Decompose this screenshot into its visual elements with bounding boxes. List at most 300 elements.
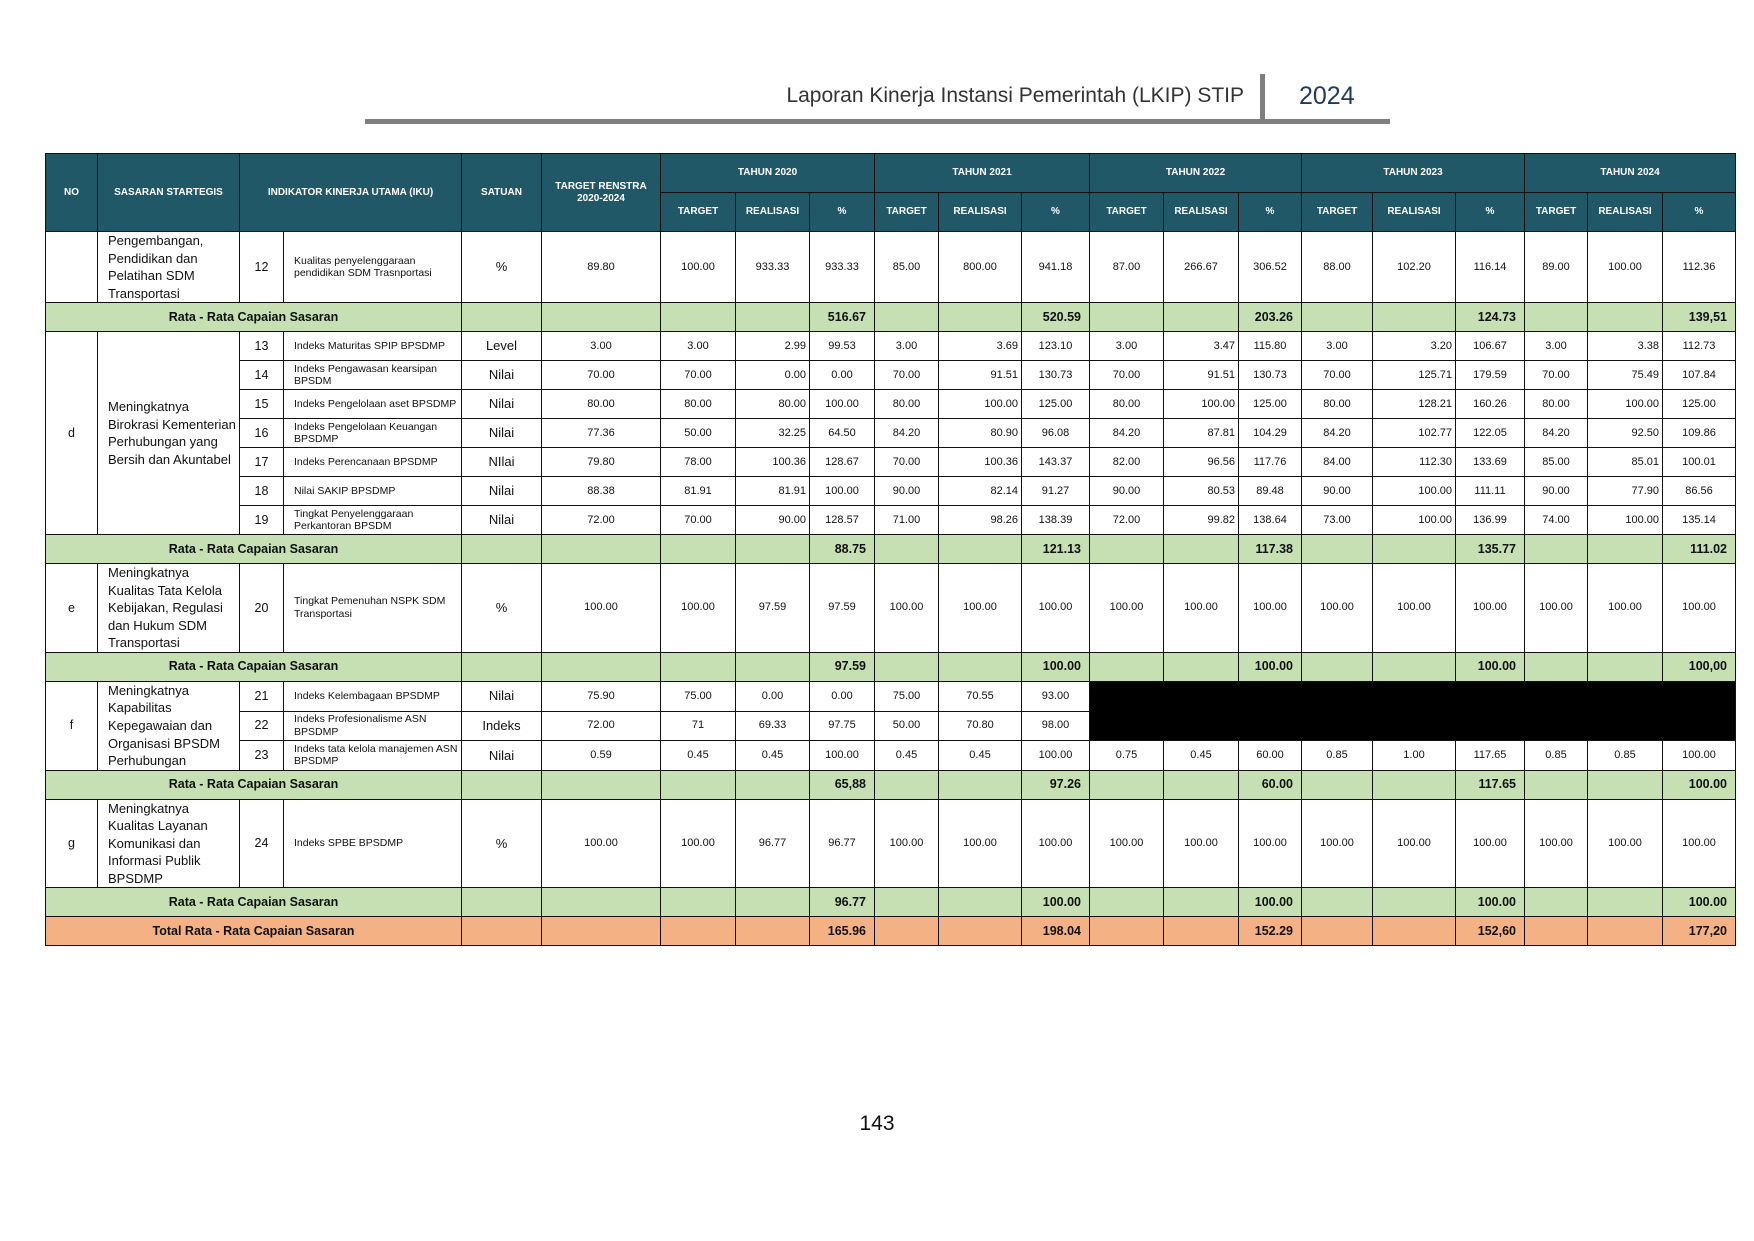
average-renstra — [542, 888, 661, 917]
iku-number: 12 — [240, 232, 284, 303]
average-target — [661, 535, 736, 564]
col-target: TARGET — [661, 193, 736, 232]
average-label: Rata - Rata Capaian Sasaran — [46, 652, 462, 681]
satuan: % — [462, 564, 542, 653]
year-target: 85.00 — [1525, 448, 1588, 477]
total-target — [1090, 917, 1164, 946]
report-year: 2024 — [1299, 82, 1355, 110]
year-realisasi: 97.59 — [736, 564, 810, 653]
table-body — [46, 232, 1736, 946]
year-target: 74.00 — [1525, 506, 1588, 535]
year-pct: 100.00 — [810, 741, 875, 771]
average-realisasi — [1373, 652, 1456, 681]
year-pct: 0.00 — [810, 681, 875, 711]
year-realisasi: 70.80 — [939, 711, 1022, 741]
year-realisasi: 100.00 — [939, 390, 1022, 419]
year-pct: 104.29 — [1239, 419, 1302, 448]
year-realisasi: 266.67 — [1164, 232, 1239, 303]
average-row — [46, 770, 1736, 799]
year-realisasi: 933.33 — [736, 232, 810, 303]
year-target: 78.00 — [661, 448, 736, 477]
iku-number: 22 — [240, 711, 284, 741]
target-renstra: 80.00 — [542, 390, 661, 419]
average-target — [1090, 303, 1164, 332]
year-pct: 98.00 — [1022, 711, 1090, 741]
target-renstra: 72.00 — [542, 506, 661, 535]
table-row — [46, 332, 1736, 361]
average-target — [1302, 888, 1373, 917]
average-pct: 121.13 — [1022, 535, 1090, 564]
average-realisasi — [939, 770, 1022, 799]
col-satuan: SATUAN — [462, 154, 542, 232]
year-realisasi: 100.00 — [1588, 390, 1663, 419]
year-target: 80.00 — [875, 390, 939, 419]
year-realisasi: 0.45 — [736, 741, 810, 771]
year-target: 71 — [661, 711, 736, 741]
average-realisasi — [1373, 303, 1456, 332]
year-realisasi: 70.55 — [939, 681, 1022, 711]
col-realisasi: REALISASI — [1373, 193, 1456, 232]
year-realisasi: 100.00 — [1373, 799, 1456, 888]
year-target: 3.00 — [1090, 332, 1164, 361]
year-target: 89.00 — [1525, 232, 1588, 303]
year-target: 70.00 — [661, 361, 736, 390]
year-realisasi: 96.77 — [736, 799, 810, 888]
group-no: f — [46, 681, 98, 770]
average-satuan — [462, 888, 542, 917]
average-target — [1090, 652, 1164, 681]
year-pct: 125.00 — [1663, 390, 1736, 419]
target-renstra: 79.80 — [542, 448, 661, 477]
total-realisasi — [1588, 917, 1663, 946]
average-target — [875, 652, 939, 681]
year-target: 82.00 — [1090, 448, 1164, 477]
total-pct: 198.04 — [1022, 917, 1090, 946]
table-row — [46, 506, 1736, 535]
iku-name: Tingkat Penyelenggaraan Perkantoran BPSDM — [284, 506, 462, 535]
year-pct: 100.00 — [810, 390, 875, 419]
year-target: 100.00 — [1525, 564, 1588, 653]
target-renstra: 88.38 — [542, 477, 661, 506]
year-pct: 306.52 — [1239, 232, 1302, 303]
iku-number: 14 — [240, 361, 284, 390]
year-pct: 138.64 — [1239, 506, 1302, 535]
iku-name: Indeks SPBE BPSDMP — [284, 799, 462, 888]
year-pct: 125.00 — [1022, 390, 1090, 419]
iku-name: Tingkat Pemenuhan NSPK SDM Transportasi — [284, 564, 462, 653]
average-target — [1525, 652, 1588, 681]
year-target: 50.00 — [661, 419, 736, 448]
year-target: 90.00 — [1302, 477, 1373, 506]
total-label: Total Rata - Rata Capaian Sasaran — [46, 917, 462, 946]
year-pct: 96.77 — [810, 799, 875, 888]
year-target: 88.00 — [1302, 232, 1373, 303]
year-pct: 941.18 — [1022, 232, 1090, 303]
average-pct: 203.26 — [1239, 303, 1302, 332]
group-no: e — [46, 564, 98, 653]
col-pct: % — [1239, 193, 1302, 232]
satuan: Nilai — [462, 361, 542, 390]
average-pct: 100.00 — [1239, 652, 1302, 681]
average-target — [1090, 888, 1164, 917]
average-pct: 135.77 — [1456, 535, 1525, 564]
average-pct: 520.59 — [1022, 303, 1090, 332]
year-realisasi: 100.00 — [1588, 799, 1663, 888]
performance-table — [45, 153, 1736, 946]
year-target: 84.20 — [875, 419, 939, 448]
year-realisasi: 0.85 — [1588, 741, 1663, 771]
average-target — [1525, 303, 1588, 332]
table-row — [46, 448, 1736, 477]
average-realisasi — [1373, 535, 1456, 564]
satuan: % — [462, 232, 542, 303]
col-realisasi: REALISASI — [1588, 193, 1663, 232]
year-pct: 143.37 — [1022, 448, 1090, 477]
year-target: 0.85 — [1302, 741, 1373, 771]
year-realisasi: 0.45 — [1164, 741, 1239, 771]
year-target: 84.00 — [1302, 448, 1373, 477]
average-target — [875, 303, 939, 332]
average-realisasi — [736, 652, 810, 681]
year-pct: 0.00 — [810, 361, 875, 390]
year-target: 81.91 — [661, 477, 736, 506]
year-realisasi: 100.00 — [1588, 232, 1663, 303]
satuan: Nilai — [462, 419, 542, 448]
year-pct: 100.00 — [1663, 564, 1736, 653]
col-year-2024: TAHUN 2024 — [1525, 154, 1736, 193]
average-pct: 139,51 — [1663, 303, 1736, 332]
average-target — [1302, 303, 1373, 332]
average-pct: 96.77 — [810, 888, 875, 917]
average-pct: 124.73 — [1456, 303, 1525, 332]
year-pct: 107.84 — [1663, 361, 1736, 390]
col-target: TARGET — [1090, 193, 1164, 232]
average-pct: 100.00 — [1663, 770, 1736, 799]
total-pct: 152,60 — [1456, 917, 1525, 946]
report-header — [365, 74, 1390, 124]
year-target: 72.00 — [1090, 506, 1164, 535]
iku-name: Indeks Profesionalisme ASN BPSDMP — [284, 711, 462, 741]
average-satuan — [462, 303, 542, 332]
average-realisasi — [736, 303, 810, 332]
col-target: TARGET — [875, 193, 939, 232]
year-pct: 99.53 — [810, 332, 875, 361]
iku-name: Indeks Perencanaan BPSDMP — [284, 448, 462, 477]
iku-name: Indeks Pengawasan kearsipan BPSDM — [284, 361, 462, 390]
year-realisasi: 81.91 — [736, 477, 810, 506]
year-pct: 97.59 — [810, 564, 875, 653]
average-realisasi — [1588, 303, 1663, 332]
year-realisasi: 100.00 — [1164, 390, 1239, 419]
year-pct: 122.05 — [1456, 419, 1525, 448]
col-year-2023: TAHUN 2023 — [1302, 154, 1525, 193]
target-renstra: 100.00 — [542, 564, 661, 653]
col-target: TARGET — [1525, 193, 1588, 232]
average-label: Rata - Rata Capaian Sasaran — [46, 888, 462, 917]
year-target: 3.00 — [661, 332, 736, 361]
year-pct: 160.26 — [1456, 390, 1525, 419]
average-target — [1525, 770, 1588, 799]
year-pct: 115.80 — [1239, 332, 1302, 361]
average-realisasi — [1588, 535, 1663, 564]
average-pct: 97.59 — [810, 652, 875, 681]
year-target: 100.00 — [1090, 564, 1164, 653]
year-target: 80.00 — [1525, 390, 1588, 419]
col-realisasi: REALISASI — [736, 193, 810, 232]
year-pct: 128.57 — [810, 506, 875, 535]
iku-number: 15 — [240, 390, 284, 419]
total-realisasi — [1164, 917, 1239, 946]
iku-number: 18 — [240, 477, 284, 506]
year-target: 75.00 — [875, 681, 939, 711]
average-renstra — [542, 770, 661, 799]
satuan: Nilai — [462, 506, 542, 535]
year-realisasi: 87.81 — [1164, 419, 1239, 448]
iku-name: Indeks Kelembagaan BPSDMP — [284, 681, 462, 711]
year-realisasi: 99.82 — [1164, 506, 1239, 535]
year-pct: 109.86 — [1663, 419, 1736, 448]
year-realisasi: 0.00 — [736, 681, 810, 711]
year-realisasi: 128.21 — [1373, 390, 1456, 419]
year-target: 3.00 — [1302, 332, 1373, 361]
year-target: 80.00 — [1302, 390, 1373, 419]
year-realisasi: 0.00 — [736, 361, 810, 390]
year-target: 70.00 — [661, 506, 736, 535]
satuan: % — [462, 799, 542, 888]
year-target: 85.00 — [875, 232, 939, 303]
year-pct: 138.39 — [1022, 506, 1090, 535]
table-row — [46, 799, 1736, 888]
average-target — [875, 888, 939, 917]
iku-number: 23 — [240, 741, 284, 771]
year-realisasi: 100.00 — [1373, 564, 1456, 653]
average-target — [661, 888, 736, 917]
year-pct: 128.67 — [810, 448, 875, 477]
year-pct: 130.73 — [1022, 361, 1090, 390]
year-pct: 89.48 — [1239, 477, 1302, 506]
col-year-2022: TAHUN 2022 — [1090, 154, 1302, 193]
year-realisasi: 3.38 — [1588, 332, 1663, 361]
year-realisasi: 100.36 — [736, 448, 810, 477]
average-label: Rata - Rata Capaian Sasaran — [46, 770, 462, 799]
target-renstra: 0.59 — [542, 741, 661, 771]
sasaran-strategis: Meningkatnya Kualitas Layanan Komunikasi dan Informasi Publik BPSDMP — [98, 799, 240, 888]
average-realisasi — [736, 535, 810, 564]
average-realisasi — [939, 303, 1022, 332]
year-pct: 100.00 — [810, 477, 875, 506]
average-realisasi — [1373, 888, 1456, 917]
table-row — [46, 361, 1736, 390]
target-renstra: 3.00 — [542, 332, 661, 361]
group-no: g — [46, 799, 98, 888]
total-pct: 152.29 — [1239, 917, 1302, 946]
average-pct: 100.00 — [1022, 888, 1090, 917]
sasaran-strategis: Pengembangan, Pendidikan dan Pelatihan SDM Transportasi — [98, 232, 240, 303]
year-realisasi: 3.20 — [1373, 332, 1456, 361]
year-realisasi: 91.51 — [939, 361, 1022, 390]
table-row — [46, 564, 1736, 653]
year-realisasi: 80.00 — [736, 390, 810, 419]
average-pct: 100.00 — [1456, 652, 1525, 681]
average-pct: 100.00 — [1456, 888, 1525, 917]
average-realisasi — [1164, 770, 1239, 799]
header-rule — [365, 119, 1390, 124]
year-realisasi: 3.69 — [939, 332, 1022, 361]
total-satuan — [462, 917, 542, 946]
year-target: 70.00 — [875, 448, 939, 477]
table-row — [46, 419, 1736, 448]
year-target: 90.00 — [1090, 477, 1164, 506]
col-realisasi: REALISASI — [939, 193, 1022, 232]
year-realisasi: 80.90 — [939, 419, 1022, 448]
year-target: 87.00 — [1090, 232, 1164, 303]
average-realisasi — [939, 535, 1022, 564]
year-realisasi: 100.00 — [939, 564, 1022, 653]
total-target — [661, 917, 736, 946]
satuan: Nilai — [462, 477, 542, 506]
year-realisasi: 75.49 — [1588, 361, 1663, 390]
satuan: Level — [462, 332, 542, 361]
average-realisasi — [1588, 652, 1663, 681]
year-pct: 100.01 — [1663, 448, 1736, 477]
average-pct: 100.00 — [1022, 652, 1090, 681]
average-row — [46, 303, 1736, 332]
average-pct: 516.67 — [810, 303, 875, 332]
col-pct: % — [810, 193, 875, 232]
year-pct: 123.10 — [1022, 332, 1090, 361]
iku-number: 17 — [240, 448, 284, 477]
average-target — [1302, 770, 1373, 799]
col-realisasi: REALISASI — [1164, 193, 1239, 232]
col-target-renstra: TARGET RENSTRA 2020-2024 — [542, 154, 661, 232]
average-label: Rata - Rata Capaian Sasaran — [46, 535, 462, 564]
year-pct: 100.00 — [1663, 799, 1736, 888]
year-pct: 100.00 — [1663, 741, 1736, 771]
year-pct: 100.00 — [1239, 799, 1302, 888]
average-pct: 100.00 — [1239, 888, 1302, 917]
average-pct: 117.65 — [1456, 770, 1525, 799]
average-row — [46, 888, 1736, 917]
year-target: 84.20 — [1302, 419, 1373, 448]
year-pct: 130.73 — [1239, 361, 1302, 390]
year-target: 70.00 — [1525, 361, 1588, 390]
average-renstra — [542, 652, 661, 681]
year-realisasi: 100.00 — [939, 799, 1022, 888]
average-target — [1302, 535, 1373, 564]
average-realisasi — [1588, 888, 1663, 917]
sasaran-strategis: Meningkatnya Kapabilitas Kepegawaian dan Organisasi BPSDM Perhubungan — [98, 681, 240, 770]
iku-name: Kualitas penyelenggaraan pendidikan SDM Trasnportasi — [284, 232, 462, 303]
average-realisasi — [1373, 770, 1456, 799]
average-row — [46, 535, 1736, 564]
satuan: Indeks — [462, 711, 542, 741]
iku-number: 20 — [240, 564, 284, 653]
total-realisasi — [939, 917, 1022, 946]
satuan: Nilai — [462, 390, 542, 419]
satuan: Nilai — [462, 681, 542, 711]
sasaran-strategis: Meningkatnya Kualitas Tata Kelola Kebijakan, Regulasi dan Hukum SDM Transportasi — [98, 564, 240, 653]
col-target: TARGET — [1302, 193, 1373, 232]
total-target — [1525, 917, 1588, 946]
year-target: 70.00 — [875, 361, 939, 390]
year-realisasi: 100.00 — [1373, 477, 1456, 506]
average-realisasi — [1164, 652, 1239, 681]
year-pct: 111.11 — [1456, 477, 1525, 506]
average-label: Rata - Rata Capaian Sasaran — [46, 303, 462, 332]
year-target: 80.00 — [1090, 390, 1164, 419]
year-realisasi: 32.25 — [736, 419, 810, 448]
iku-name: Indeks Pengelolaan aset BPSDMP — [284, 390, 462, 419]
target-renstra: 77.36 — [542, 419, 661, 448]
year-pct: 100.00 — [1022, 564, 1090, 653]
year-realisasi: 2.99 — [736, 332, 810, 361]
average-pct: 117.38 — [1239, 535, 1302, 564]
year-target: 100.00 — [1525, 799, 1588, 888]
year-pct: 93.00 — [1022, 681, 1090, 711]
average-realisasi — [736, 888, 810, 917]
average-renstra — [542, 535, 661, 564]
year-target: 0.85 — [1525, 741, 1588, 771]
year-pct: 100.00 — [1456, 564, 1525, 653]
year-pct: 100.00 — [1456, 799, 1525, 888]
average-target — [1302, 652, 1373, 681]
year-realisasi: 102.77 — [1373, 419, 1456, 448]
iku-name: Indeks Maturitas SPIP BPSDMP — [284, 332, 462, 361]
year-pct: 96.08 — [1022, 419, 1090, 448]
target-renstra: 70.00 — [542, 361, 661, 390]
year-realisasi: 92.50 — [1588, 419, 1663, 448]
col-pct: % — [1663, 193, 1736, 232]
year-realisasi: 85.01 — [1588, 448, 1663, 477]
col-year-2020: TAHUN 2020 — [661, 154, 875, 193]
year-pct: 100.00 — [1022, 799, 1090, 888]
year-pct: 136.99 — [1456, 506, 1525, 535]
satuan: Nilai — [462, 741, 542, 771]
total-pct: 165.96 — [810, 917, 875, 946]
group-no — [46, 232, 98, 303]
average-pct: 60.00 — [1239, 770, 1302, 799]
year-pct: 117.65 — [1456, 741, 1525, 771]
year-target: 90.00 — [875, 477, 939, 506]
year-realisasi: 77.90 — [1588, 477, 1663, 506]
table-row — [46, 741, 1736, 771]
average-target — [875, 770, 939, 799]
year-pct: 86.56 — [1663, 477, 1736, 506]
year-target: 70.00 — [1302, 361, 1373, 390]
year-realisasi: 125.71 — [1373, 361, 1456, 390]
year-realisasi: 98.26 — [939, 506, 1022, 535]
total-target — [1302, 917, 1373, 946]
year-target: 3.00 — [1525, 332, 1588, 361]
year-target: 3.00 — [875, 332, 939, 361]
year-pct: 112.73 — [1663, 332, 1736, 361]
target-renstra: 72.00 — [542, 711, 661, 741]
year-pct: 106.67 — [1456, 332, 1525, 361]
col-pct: % — [1022, 193, 1090, 232]
year-realisasi: 800.00 — [939, 232, 1022, 303]
total-realisasi — [1373, 917, 1456, 946]
year-pct: 135.14 — [1663, 506, 1736, 535]
year-pct: 91.27 — [1022, 477, 1090, 506]
total-pct: 177,20 — [1663, 917, 1736, 946]
year-realisasi: 112.30 — [1373, 448, 1456, 477]
year-target: 100.00 — [875, 564, 939, 653]
year-target: 100.00 — [661, 232, 736, 303]
table-row — [46, 390, 1736, 419]
col-iku: INDIKATOR KINERJA UTAMA (IKU) — [240, 154, 462, 232]
page-number: 143 — [859, 1112, 895, 1135]
year-target: 100.00 — [1090, 799, 1164, 888]
